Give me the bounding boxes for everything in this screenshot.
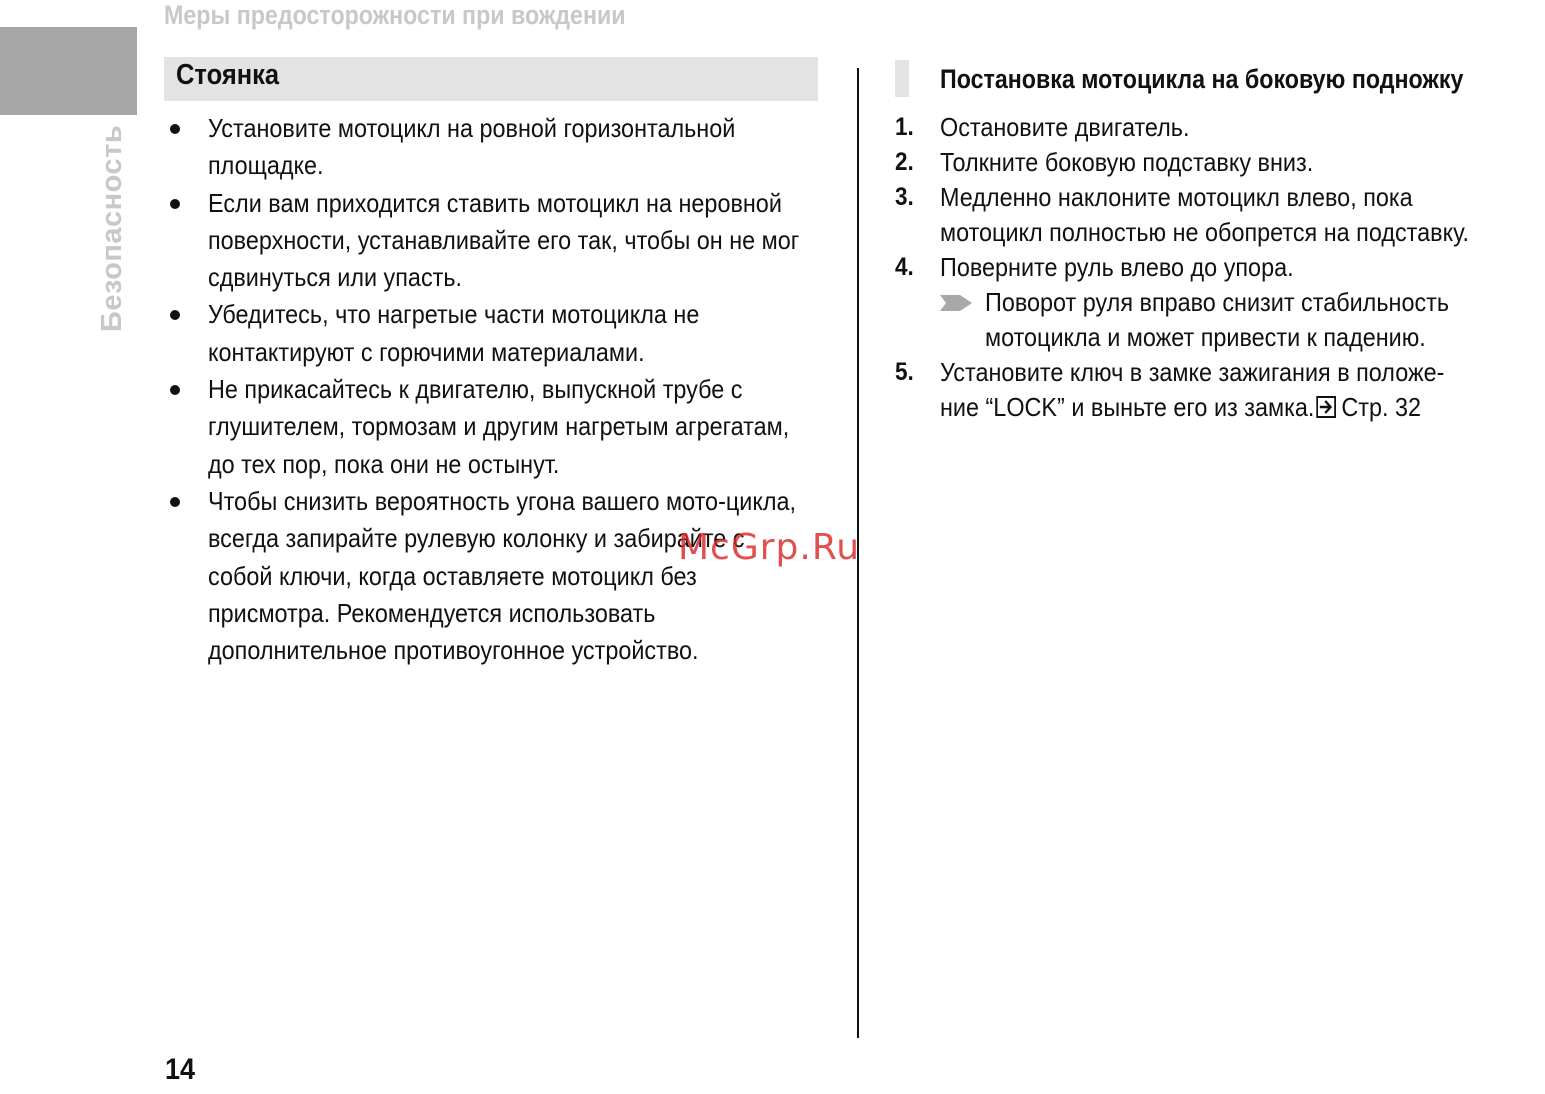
parking-bullet-list <box>164 110 814 669</box>
list-item <box>164 185 814 297</box>
list-item <box>164 371 814 483</box>
step-text-line: мотоцикл полностью не обопрется на подставку. <box>940 217 1469 247</box>
bullet-text: Если вам приходится ставить мотоцикл на неровной поверхности, устанавливайте его так, чтобы он не мог сдвинуться или упасть. <box>208 187 800 293</box>
list-item <box>164 296 814 371</box>
note-text-line: мотоцикла и может привести к падению. <box>985 322 1426 352</box>
step-item <box>895 355 1545 425</box>
page-number: 14 <box>165 1053 196 1086</box>
watermark: McGrp.Ru <box>678 527 861 568</box>
step-number: 1. <box>895 113 914 141</box>
step-item <box>895 145 1545 180</box>
bullet-text: Установите мотоцикл на ровной горизонтальной площадке. <box>208 113 736 181</box>
step-text-line: Медленно наклоните мотоцикл влево, пока <box>940 182 1413 212</box>
step-text: Толкните боковую подставку вниз. <box>940 147 1314 177</box>
bullet-text: Не прикасайтесь к двигателю, выпускной трубе с глушителем, тормозам и другим нагретым агрегатам, до тех пор, пока они не остынут. <box>208 374 790 479</box>
step-text-line-with-ref <box>940 390 1543 425</box>
bullet-icon <box>170 199 180 209</box>
bullet-icon <box>170 124 180 134</box>
sidebar-tab-block <box>0 27 137 115</box>
list-item <box>164 110 814 185</box>
bullet-text: Чтобы снизить вероятность угона вашего мото-цикла, всегда запирайте рулевую колонку и забирайте с собой ключи, когда оставляете мотоцикл без присмотра. Рекомендуется использовать дополнительное противоугонное устройство. <box>208 485 797 666</box>
bullet-icon <box>170 385 180 395</box>
page-reference-link[interactable]: Стр. 32 <box>1341 392 1422 422</box>
sidestand-steps-list <box>895 110 1545 425</box>
step-text-line: Установите ключ в замке зажигания в положе- <box>940 357 1445 387</box>
sidebar-section-label: Безопасность <box>96 124 128 332</box>
note-text-line: Поворот руля вправо снизит стабильность <box>985 287 1450 317</box>
step-item <box>895 180 1545 250</box>
step-number: 2. <box>895 148 914 176</box>
step-number: 5. <box>895 358 914 386</box>
step-item <box>895 250 1545 355</box>
page-header: Меры предосторожности при вождении <box>164 0 626 30</box>
page-reference-icon <box>1316 396 1336 418</box>
step-text: Остановите двигатель. <box>940 112 1190 142</box>
list-item <box>164 483 814 669</box>
step-text-line: ние “LOCK” и выньте его из замка. <box>940 392 1315 422</box>
section-marker <box>895 60 909 97</box>
step-note <box>940 285 1545 355</box>
bullet-text: Убедитесь, что нагретые части мотоцикла не контактируют с горючими материалами. <box>208 299 700 367</box>
step-text: Поверните руль влево до упора. <box>940 252 1294 282</box>
section-title-parking: Стоянка <box>176 59 280 91</box>
step-number: 3. <box>895 183 914 211</box>
bullet-icon <box>170 310 180 320</box>
step-number: 4. <box>895 253 914 281</box>
step-item <box>895 110 1545 145</box>
section-title-sidestand: Постановка мотоцикла на боковую подножку <box>940 64 1464 94</box>
bullet-icon <box>170 497 180 507</box>
note-arrow-icon <box>940 295 972 311</box>
